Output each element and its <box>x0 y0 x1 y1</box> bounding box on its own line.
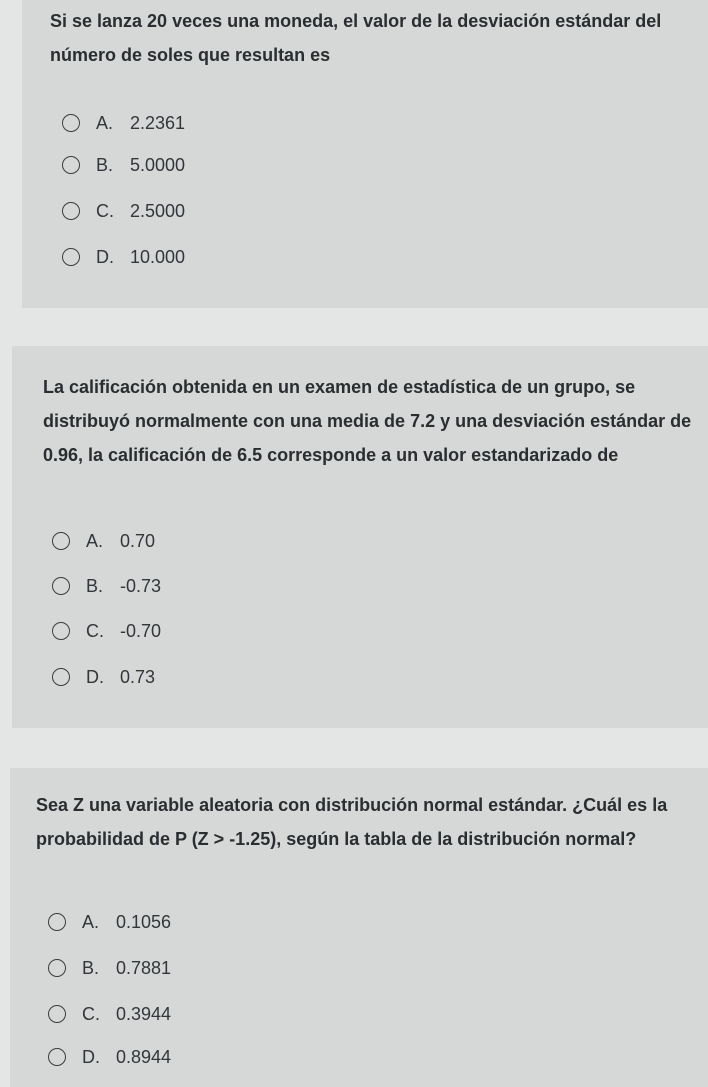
option-value: 2.2361 <box>130 112 186 133</box>
option-letter: B. <box>86 575 104 596</box>
radio-button[interactable] <box>48 1048 66 1066</box>
option-d[interactable] <box>52 662 155 692</box>
option-value: 2.5000 <box>130 200 186 221</box>
option-c[interactable] <box>52 616 161 646</box>
radio-button[interactable] <box>52 532 70 550</box>
option-a[interactable] <box>62 108 185 138</box>
option-value: 10.000 <box>130 246 186 267</box>
radio-button[interactable] <box>62 202 80 220</box>
question-text: Si se lanza 20 veces una moneda, el valor de la desviación estándar del número de soles que resultan es <box>50 11 662 65</box>
option-letter: C. <box>82 1003 100 1024</box>
option-letter: B. <box>82 957 100 978</box>
option-value: 5.0000 <box>130 154 186 175</box>
option-value: 0.7881 <box>116 957 172 978</box>
option-letter: D. <box>82 1046 100 1067</box>
question-card-2 <box>12 346 708 728</box>
option-value: 0.1056 <box>116 911 172 932</box>
question-text: Sea Z una variable aleatoria con distribución normal estándar. ¿Cuál es la probabilidad de P (Z > -1.25), según la tabla de la distribución normal? <box>36 795 668 849</box>
option-letter: A. <box>86 530 104 551</box>
radio-button[interactable] <box>48 1005 66 1023</box>
option-value: 0.70 <box>120 530 156 551</box>
option-c[interactable] <box>62 196 185 226</box>
option-b[interactable] <box>62 150 185 180</box>
radio-button[interactable] <box>48 959 66 977</box>
option-a[interactable] <box>52 526 155 556</box>
option-letter: A. <box>82 911 100 932</box>
radio-button[interactable] <box>62 156 80 174</box>
option-b[interactable] <box>48 953 171 983</box>
option-a[interactable] <box>48 907 171 937</box>
radio-button[interactable] <box>62 114 80 132</box>
question-card-3 <box>10 768 708 1087</box>
option-value: -0.73 <box>120 575 162 596</box>
radio-button[interactable] <box>48 913 66 931</box>
option-letter: B. <box>96 154 114 175</box>
option-d[interactable] <box>48 1042 171 1072</box>
option-letter: C. <box>86 620 104 641</box>
option-letter: A. <box>96 112 114 133</box>
radio-button[interactable] <box>52 668 70 686</box>
radio-button[interactable] <box>52 577 70 595</box>
option-letter: D. <box>96 246 114 267</box>
option-b[interactable] <box>52 571 161 601</box>
question-card-1 <box>22 0 708 308</box>
option-letter: C. <box>96 200 114 221</box>
option-value: -0.70 <box>120 620 162 641</box>
option-value: 0.8944 <box>116 1046 172 1067</box>
option-value: 0.73 <box>120 666 156 687</box>
option-letter: D. <box>86 666 104 687</box>
radio-button[interactable] <box>62 248 80 266</box>
question-text: La calificación obtenida en un examen de estadística de un grupo, se distribuyó normalmente con una media de 7.2 y una desviación estándar de 0.96, la calificación de 6.5 corresponde a un valor estandarizado de <box>43 377 692 465</box>
option-c[interactable] <box>48 999 171 1029</box>
option-value: 0.3944 <box>116 1003 172 1024</box>
radio-button[interactable] <box>52 622 70 640</box>
option-d[interactable] <box>62 242 185 272</box>
